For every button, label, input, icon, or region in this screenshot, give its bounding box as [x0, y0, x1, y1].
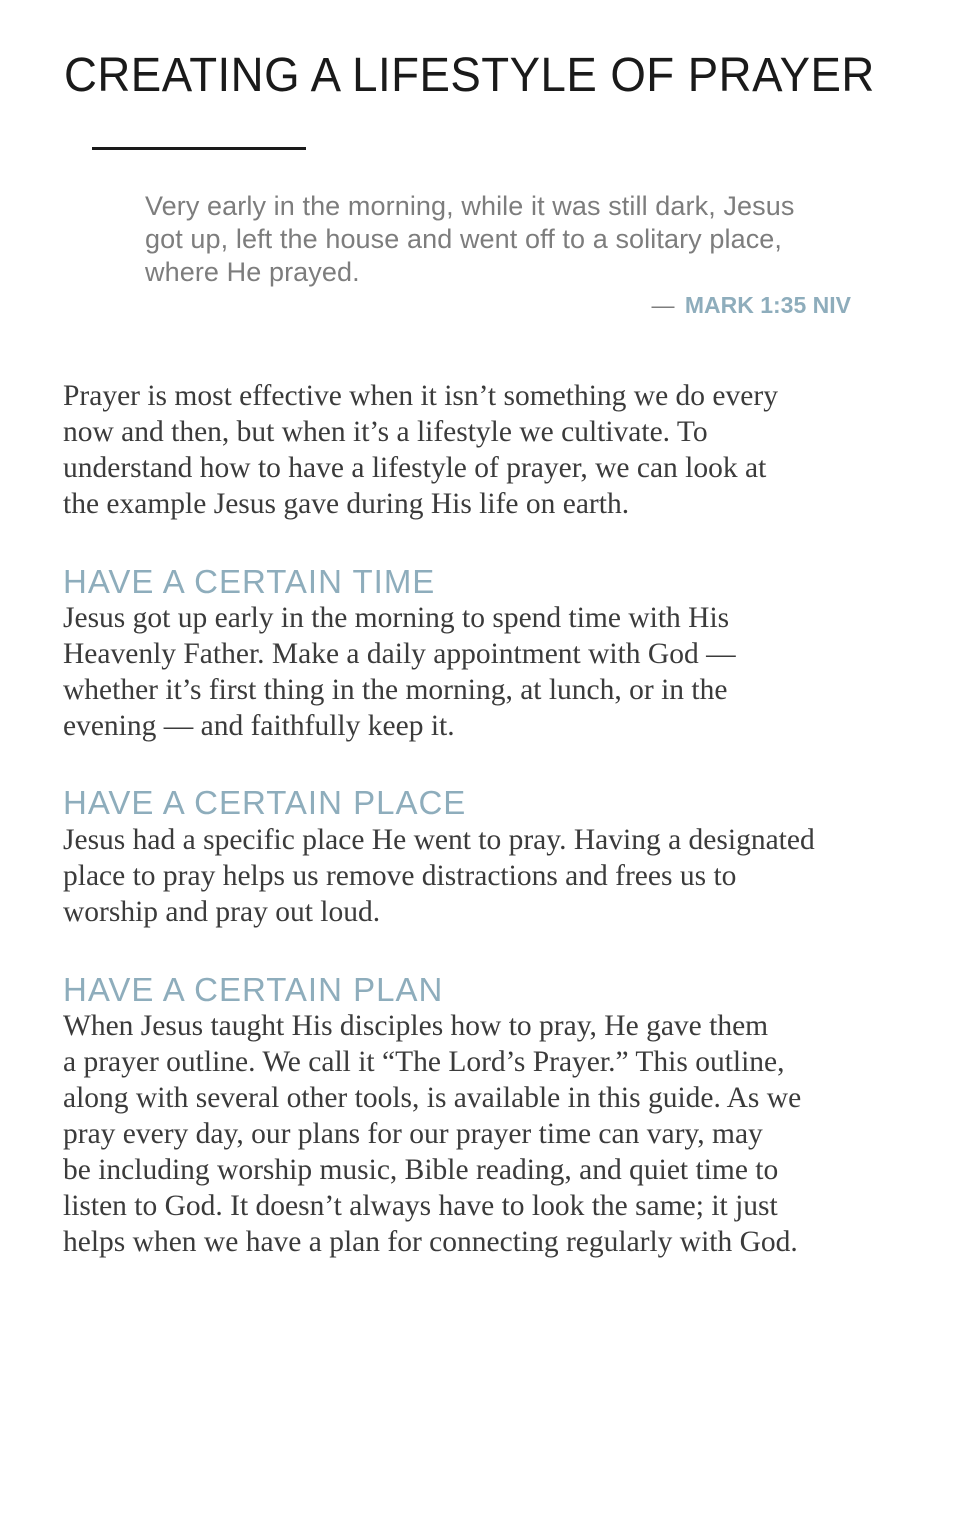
intro-paragraph — [63, 378, 913, 522]
quote-line: where He prayed. — [145, 257, 360, 287]
paragraph-line: helps when we have a plan for connecting regularly with God. — [63, 1226, 798, 1258]
paragraph-line: be including worship music, Bible reading, and quiet time to — [63, 1154, 779, 1186]
quote-reference-text: MARK 1:35 NIV — [684, 292, 851, 318]
paragraph-line: a prayer outline. We call it “The Lord’s Prayer.” This outline, — [63, 1046, 785, 1078]
section-heading-place: HAVE A CERTAIN PLACE — [63, 784, 467, 821]
paragraph-line: worship and pray out loud. — [63, 896, 381, 928]
paragraph-line: Jesus had a specific place He went to pray. Having a designated — [63, 824, 815, 856]
section-body-time — [63, 600, 913, 744]
section-body-plan — [63, 1008, 913, 1260]
paragraph-line: place to pray helps us remove distractions and frees us to — [63, 860, 737, 892]
paragraph-line: the example Jesus gave during His life on earth. — [63, 488, 630, 520]
quote-line: Very early in the morning, while it was still dark, Jesus — [145, 191, 795, 221]
paragraph-line: Jesus got up early in the morning to spend time with His — [63, 602, 730, 634]
paragraph-line: whether it’s first thing in the morning, at lunch, or in the — [63, 674, 728, 706]
section-heading-plan: HAVE A CERTAIN PLAN — [63, 971, 444, 1008]
paragraph-line: evening — and faithfully keep it. — [63, 710, 455, 742]
page-title: CREATING A LIFESTYLE OF PRAYER — [64, 49, 875, 102]
section-heading-time: HAVE A CERTAIN TIME — [63, 563, 436, 600]
paragraph-line: now and then, but when it’s a lifestyle we cultivate. To — [63, 416, 708, 448]
paragraph-line: pray every day, our plans for our prayer time can vary, may — [63, 1118, 763, 1150]
paragraph-line: Heavenly Father. Make a daily appointment with God — — [63, 638, 736, 670]
section-body-place — [63, 822, 913, 930]
paragraph-line: Prayer is most effective when it isn’t something we do every — [63, 380, 778, 412]
paragraph-line: When Jesus taught His disciples how to pray, He gave them — [63, 1010, 769, 1042]
paragraph-line: understand how to have a lifestyle of prayer, we can look at — [63, 452, 767, 484]
title-divider — [92, 147, 306, 150]
quote-reference — [651, 292, 851, 319]
quote-line: got up, left the house and went off to a solitary place, — [145, 224, 783, 254]
paragraph-line: listen to God. It doesn’t always have to look the same; it just — [63, 1190, 778, 1222]
scripture-quote — [145, 190, 865, 289]
paragraph-line: along with several other tools, is available in this guide. As we — [63, 1082, 802, 1114]
quote-dash: — — [651, 292, 675, 318]
